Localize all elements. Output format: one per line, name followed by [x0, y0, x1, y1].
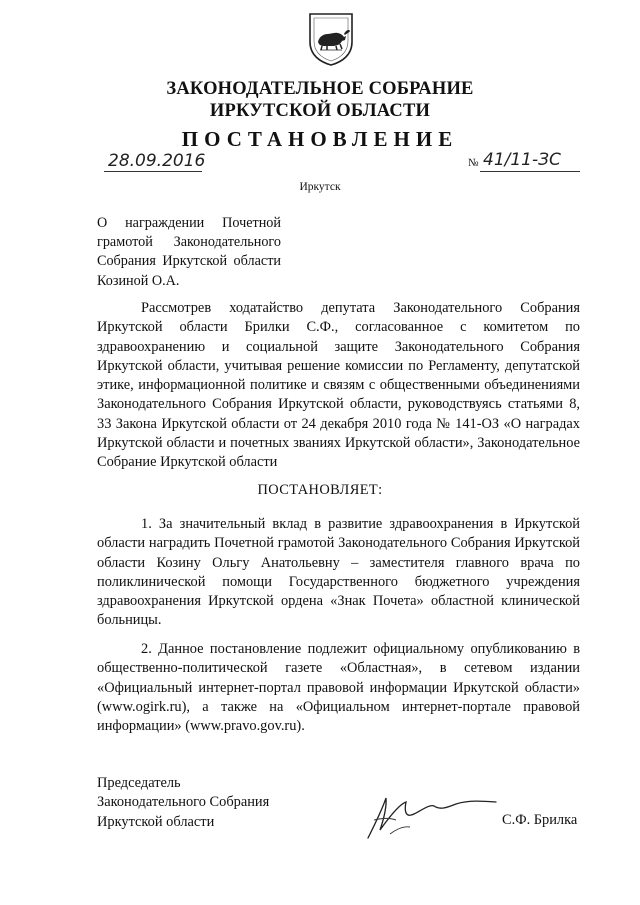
handwritten-signature — [360, 780, 500, 840]
number-label: № — [468, 157, 479, 169]
document-subject: О награждении Почетной грамотой Законодательного Собрания Иркутской области Козиной О.А. — [97, 215, 281, 289]
document-number: 41/11-ЗС — [483, 150, 561, 170]
signatory-title-line3: Иркутской области — [97, 813, 215, 830]
coat-of-arms-icon — [306, 12, 356, 66]
document-date: 28.09.2016 — [108, 151, 206, 171]
decision-item-1: 1. За значительный вклад в развитие здравоохранения в Иркутской области наградить Почетной грамотой Законодательного Собрания Иркутской области Козину Ольгу Анатольевну – заместителя главного врача по поликлинической помощи Государственного бюджетного учреждения здравоохранения Иркутской ордена «Знак Почета» областной клинической больницы. — [97, 516, 580, 629]
organization-name-line2: ИРКУТСКОЙ ОБЛАСТИ — [209, 101, 431, 121]
city: Иркутск — [299, 181, 341, 193]
decree-heading: ПОСТАНОВЛЯЕТ: — [257, 482, 383, 498]
number-underline — [480, 171, 580, 172]
document-type: ПОСТАНОВЛЕНИЕ — [181, 127, 459, 151]
date-underline — [104, 171, 202, 172]
signatory-title-line1: Председатель — [97, 775, 181, 791]
decision-item-2: 2. Данное постановление подлежит официальному опубликованию в общественно-политической газете «Областная», в сетевом издании «Официальный интернет-портал правовой информации Иркутской области» (www.ogirk.ru), а также на «Официальном интернет-портале правовой информации» (www.pravo.gov.ru). — [97, 641, 580, 735]
organization-name-line1: ЗАКОНОДАТЕЛЬНОЕ СОБРАНИЕ — [166, 79, 474, 99]
signatory-title-line2: Законодательного Собрания — [97, 794, 270, 811]
signatory-name: С.Ф. Брилка — [502, 812, 578, 828]
preamble-paragraph: Рассмотрев ходатайство депутата Законодательного Собрания Иркутской области Брилки С.Ф., согласованное с комитетом по здравоохранению и социальной защите Законодательного Собрания Иркутской области, учитывая решение комиссии по Регламенту, депутатской этике, информационной политике и связям с общественными объединениями Законодательного Собрания Иркутской области, руководствуясь статьями 8, 33 Закона Иркутской области от 24 декабря 2010 года № 141-ОЗ «О наградах Иркутской области и почетных званиях Иркутской области», Законодательное Собрание Иркутской области — [97, 300, 580, 471]
signatory-title — [97, 774, 269, 832]
